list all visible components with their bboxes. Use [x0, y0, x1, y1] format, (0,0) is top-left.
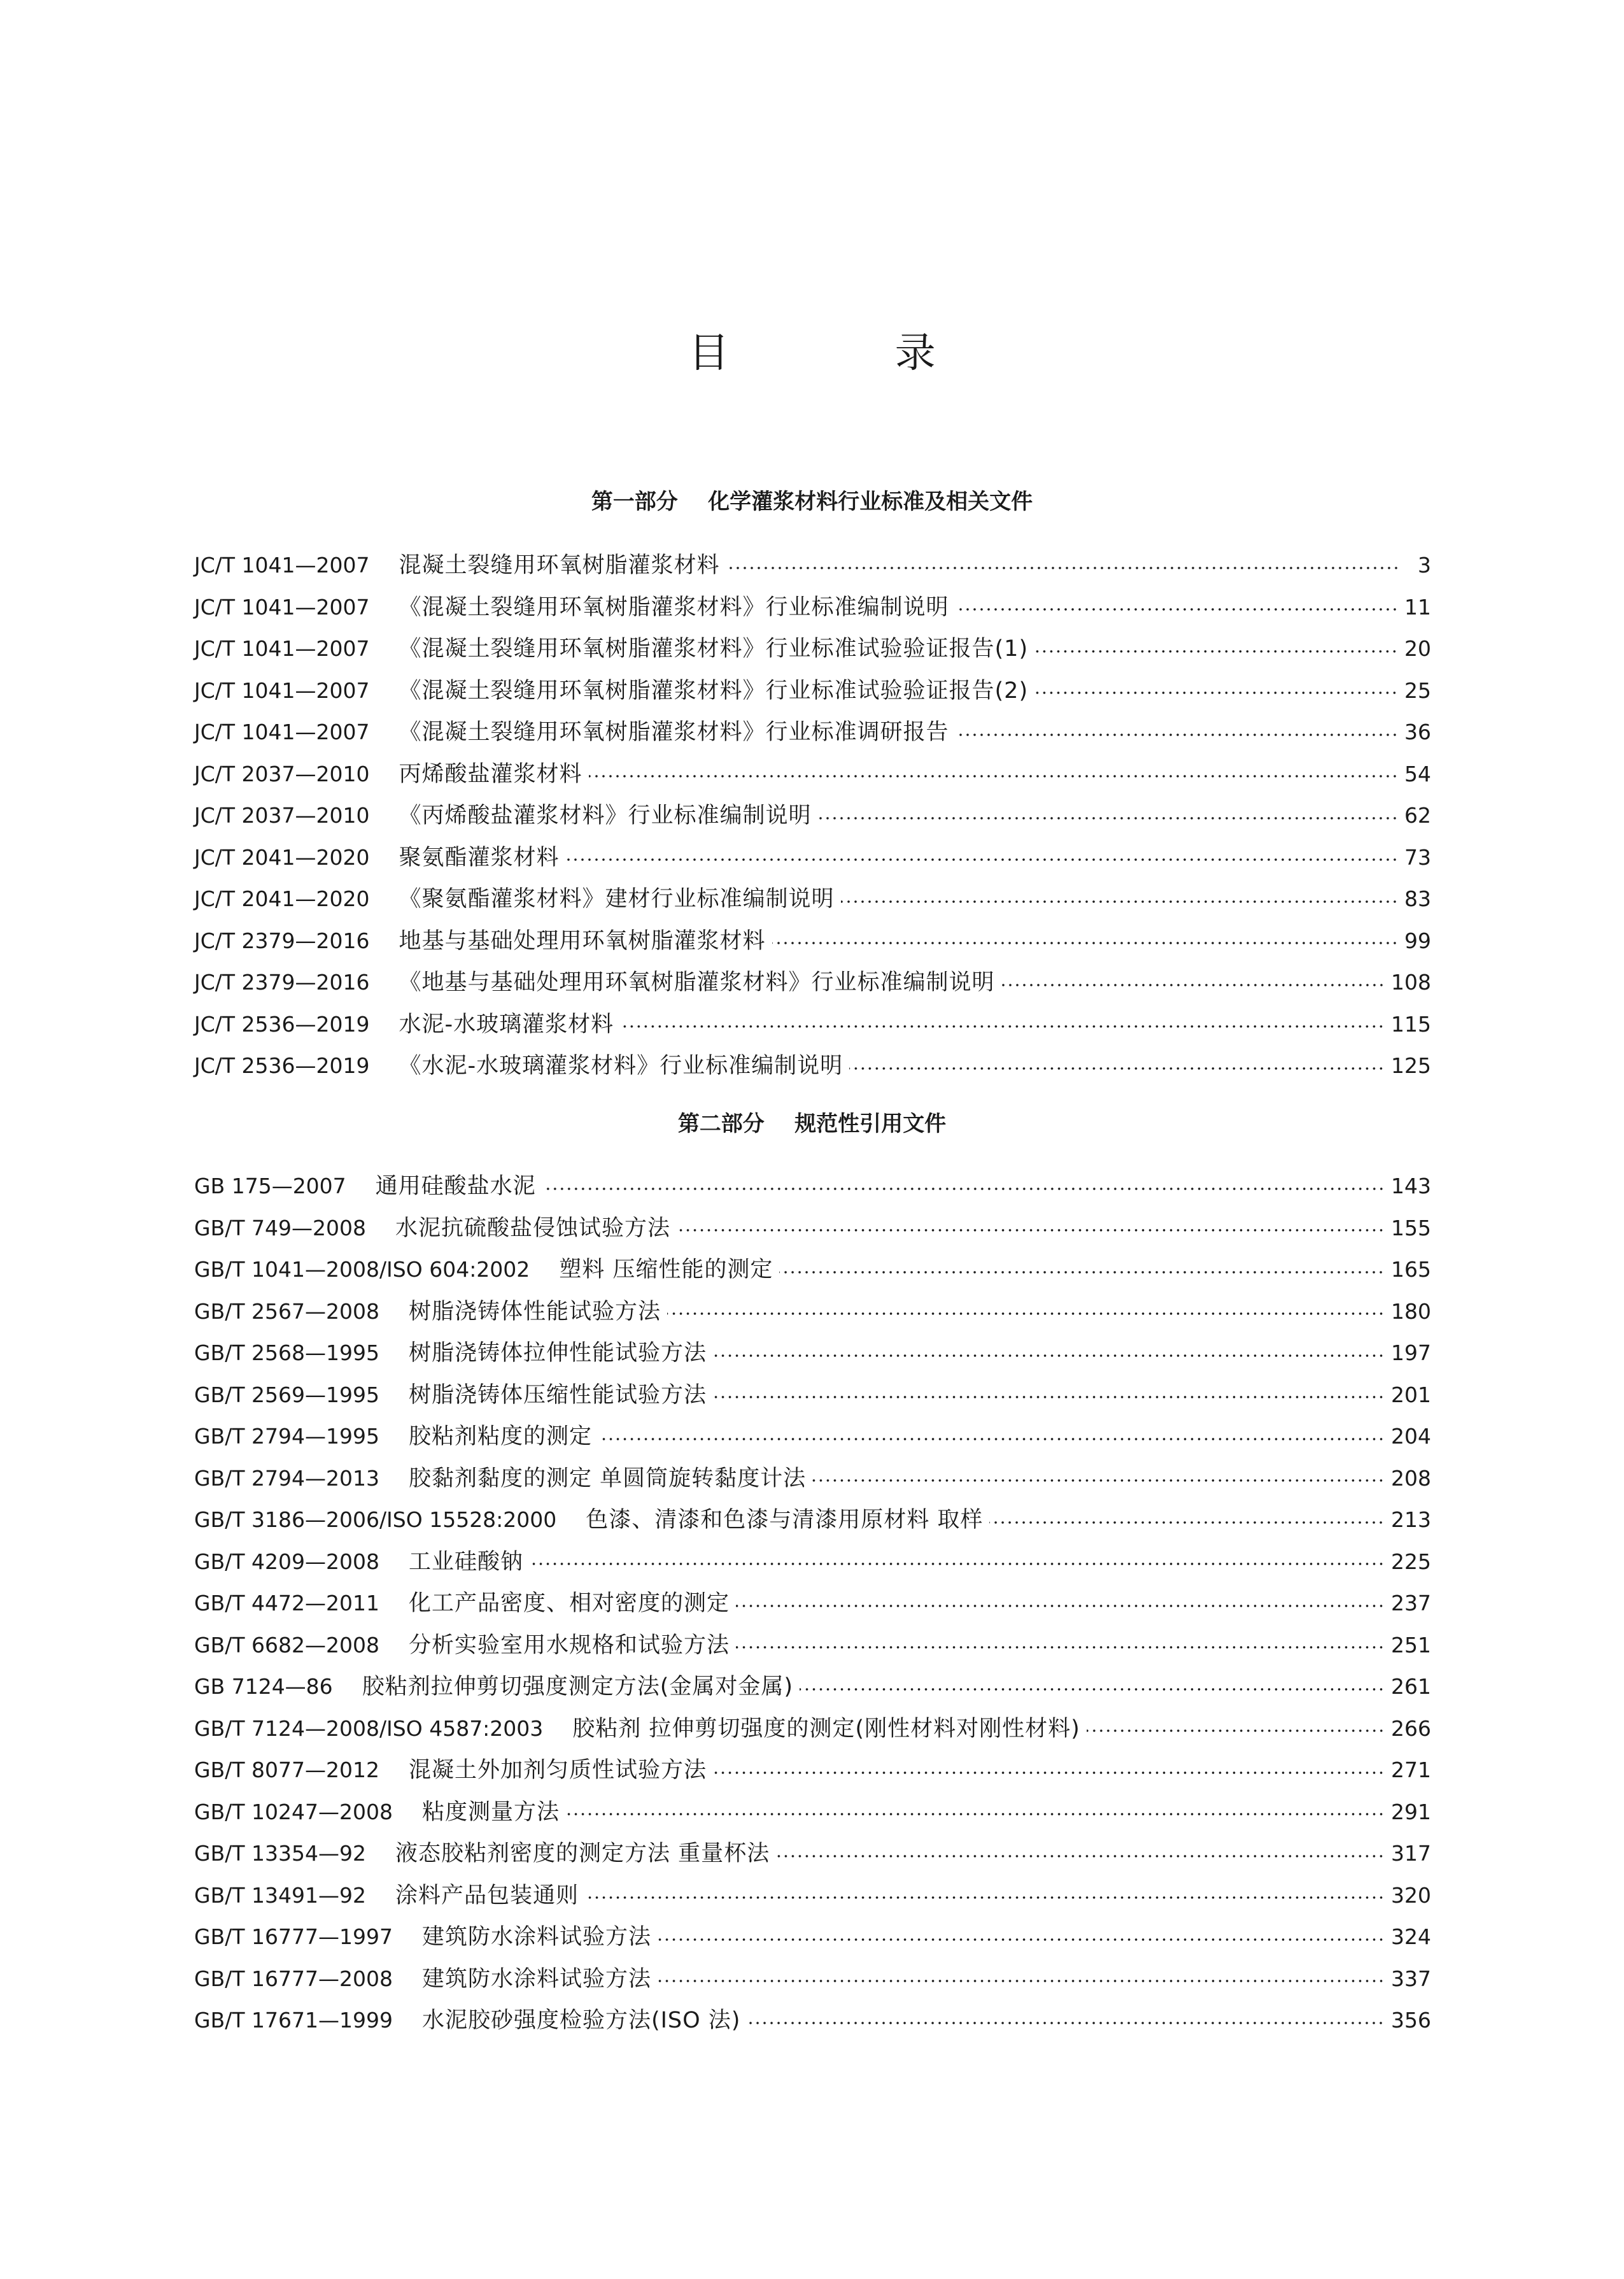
toc-entry[interactable]	[194, 795, 1431, 837]
entry-title: 工业硅酸钠	[408, 1549, 523, 1575]
entry-title: 《地基与基础处理用环氧树脂灌浆材料》行业标准编制说明	[399, 970, 995, 995]
entry-title: 水泥胶砂强度检验方法(ISO 法)	[421, 2008, 741, 2033]
page-number: 36	[1404, 720, 1431, 744]
page-number: 225	[1391, 1549, 1431, 1574]
entry-title: 液态胶粘剂密度的测定方法 重量杯法	[395, 1841, 770, 1866]
dot-leader	[542, 1188, 1385, 1190]
dot-leader	[779, 1271, 1385, 1274]
standard-code: GB 175—2007	[194, 1174, 346, 1198]
page-number: 320	[1391, 1882, 1431, 1908]
dot-leader	[585, 1896, 1385, 1899]
standard-code: JC/T 2536—2019	[194, 1053, 370, 1078]
toc-entry[interactable]	[194, 544, 1431, 586]
toc-entry[interactable]	[194, 1374, 1431, 1416]
page-number: 115	[1391, 1011, 1431, 1037]
entry-title: 混凝土外加剂匀质性试验方法	[408, 1757, 707, 1783]
toc-entry[interactable]	[194, 837, 1431, 879]
standard-code: GB/T 2569—1995	[194, 1382, 379, 1407]
page-number: 324	[1391, 1924, 1431, 1949]
toc-entry[interactable]	[194, 1791, 1431, 1833]
page-number: 180	[1391, 1298, 1431, 1324]
page-number: 204	[1391, 1424, 1431, 1449]
entry-title: 胶粘剂 拉伸剪切强度的测定(刚性材料对刚性材料)	[572, 1715, 1080, 1742]
standard-code: GB/T 749—2008	[194, 1215, 366, 1240]
dot-leader	[713, 1354, 1385, 1357]
toc-entry[interactable]	[194, 1582, 1431, 1624]
toc-entry[interactable]	[194, 1541, 1431, 1583]
standard-code: JC/T 2037—2010	[194, 761, 370, 786]
dot-leader	[1034, 692, 1398, 694]
page-number: 20	[1404, 636, 1431, 661]
page-number: 3	[1418, 553, 1431, 578]
standard-code: JC/T 2037—2010	[194, 803, 370, 828]
standard-code: JC/T 2379—2016	[194, 970, 370, 995]
page-number: 99	[1404, 928, 1431, 953]
dot-leader	[772, 942, 1398, 944]
standard-code: GB 7124—86	[194, 1674, 333, 1699]
dot-leader	[812, 1479, 1385, 1482]
entry-title: 涂料产品包装通则	[395, 1882, 579, 1908]
standard-code: GB/T 6682—2008	[194, 1632, 379, 1658]
toc-entry[interactable]	[194, 1499, 1431, 1541]
dot-leader	[818, 817, 1398, 820]
page-number: 11	[1404, 594, 1431, 620]
standard-code: JC/T 1041—2007	[194, 594, 370, 620]
page-number: 25	[1404, 678, 1431, 703]
entry-title: 地基与基础处理用环氧树脂灌浆材料	[399, 928, 766, 954]
dot-leader	[956, 734, 1398, 736]
dot-leader	[736, 1605, 1385, 1607]
page-number: 108	[1391, 970, 1431, 995]
standard-code: GB/T 3186—2006/ISO 15528:2000	[194, 1507, 557, 1532]
dot-leader	[620, 1025, 1385, 1028]
page-number: 73	[1404, 844, 1431, 870]
dot-leader	[989, 1521, 1385, 1524]
standard-code: GB/T 8077—2012	[194, 1757, 379, 1782]
page-number: 291	[1391, 1799, 1431, 1824]
entry-title: 分析实验室用水规格和试验方法	[408, 1632, 730, 1658]
dot-leader	[726, 567, 1399, 569]
dot-leader	[530, 1563, 1385, 1565]
page-number: 83	[1404, 886, 1431, 911]
page-number: 155	[1391, 1215, 1431, 1240]
entry-title: 水泥-水玻璃灌浆材料	[399, 1011, 614, 1037]
toc-entry[interactable]	[194, 878, 1431, 920]
toc-entry[interactable]	[194, 1207, 1431, 1249]
toc-entry[interactable]	[194, 1999, 1431, 2041]
page-number: 261	[1391, 1674, 1431, 1699]
toc-entry[interactable]	[194, 753, 1431, 795]
dot-leader	[589, 775, 1398, 777]
entry-title: 通用硅酸盐水泥	[375, 1174, 536, 1199]
part2-toc-list	[194, 1165, 1431, 2041]
toc-entry[interactable]	[194, 1004, 1431, 1046]
entry-title: 色漆、清漆和色漆与清漆用原材料 取样	[586, 1507, 984, 1533]
part2-heading: 第二部分 规范性引用文件	[677, 1111, 947, 1137]
page-number: 125	[1391, 1053, 1431, 1078]
page-number: 337	[1391, 1966, 1431, 1991]
toc-entry[interactable]	[194, 1458, 1431, 1500]
toc-entry[interactable]	[194, 586, 1431, 628]
toc-entry[interactable]	[194, 962, 1431, 1004]
part1-toc-list	[194, 544, 1431, 1087]
standard-code: GB/T 10247—2008	[194, 1799, 393, 1824]
page-number: 143	[1391, 1174, 1431, 1198]
page-number: 62	[1404, 803, 1431, 828]
part1-heading: 第一部分 化学灌浆材料行业标准及相关文件	[591, 489, 1033, 515]
entry-title: 树脂浇铸体性能试验方法	[408, 1298, 661, 1324]
standard-code: JC/T 1041—2007	[194, 720, 370, 744]
page-number: 208	[1391, 1465, 1431, 1491]
dot-leader	[1034, 650, 1398, 653]
entry-title: 《混凝土裂缝用环氧树脂灌浆材料》行业标准编制说明	[399, 594, 949, 620]
entry-title: 胶黏剂黏度的测定 单圆筒旋转黏度计法	[408, 1465, 807, 1491]
toc-entry[interactable]	[194, 1958, 1431, 2000]
standard-code: JC/T 2536—2019	[194, 1011, 370, 1037]
toc-entry[interactable]	[194, 711, 1431, 753]
page-title: 目 录	[688, 330, 1012, 377]
page-number: 266	[1391, 1715, 1431, 1741]
toc-entry[interactable]	[194, 1416, 1431, 1458]
toc-entry[interactable]	[194, 628, 1431, 670]
toc-entry[interactable]	[194, 1045, 1431, 1087]
entry-title: 丙烯酸盐灌浆材料	[399, 761, 583, 787]
dot-leader	[566, 1813, 1385, 1815]
standard-code: JC/T 2041—2020	[194, 844, 370, 870]
toc-entry[interactable]	[194, 1833, 1431, 1875]
dot-leader	[566, 858, 1398, 861]
standard-code: GB/T 13354—92	[194, 1841, 366, 1866]
standard-code: JC/T 2379—2016	[194, 928, 370, 953]
dot-leader	[667, 1312, 1385, 1315]
entry-title: 建筑防水涂料试验方法	[421, 1924, 651, 1950]
dot-leader	[747, 2022, 1385, 2024]
dot-leader	[598, 1438, 1385, 1440]
entry-title: 混凝土裂缝用环氧树脂灌浆材料	[399, 553, 720, 578]
standard-code: GB/T 1041—2008/ISO 604:2002	[194, 1257, 530, 1282]
page-number: 237	[1391, 1591, 1431, 1615]
standard-code: JC/T 2041—2020	[194, 886, 370, 911]
entry-title: 《水泥-水玻璃灌浆材料》行业标准编制说明	[399, 1053, 844, 1079]
entry-title: 化工产品密度、相对密度的测定	[408, 1591, 730, 1616]
standard-code: JC/T 1041—2007	[194, 678, 370, 703]
toc-entry[interactable]	[194, 1249, 1431, 1291]
standard-code: GB/T 13491—92	[194, 1882, 366, 1908]
dot-leader	[677, 1229, 1385, 1232]
toc-entry[interactable]	[194, 920, 1431, 962]
dot-leader	[1001, 984, 1385, 986]
standard-code: GB/T 16777—2008	[194, 1966, 393, 1991]
standard-code: GB/T 7124—2008/ISO 4587:2003	[194, 1715, 544, 1741]
entry-title: 《混凝土裂缝用环氧树脂灌浆材料》行业标准试验验证报告(2)	[399, 678, 1029, 704]
toc-entry[interactable]	[194, 1332, 1431, 1374]
entry-title: 树脂浇铸体拉伸性能试验方法	[408, 1340, 707, 1366]
entry-title: 塑料 压缩性能的测定	[559, 1257, 773, 1282]
entry-title: 树脂浇铸体压缩性能试验方法	[408, 1382, 707, 1408]
entry-title: 聚氨酯灌浆材料	[399, 844, 560, 870]
dot-leader	[800, 1688, 1385, 1691]
entry-title: 建筑防水涂料试验方法	[421, 1966, 651, 1992]
page-number: 165	[1391, 1257, 1431, 1282]
dot-leader	[713, 1396, 1385, 1398]
toc-entry[interactable]	[194, 1708, 1431, 1750]
standard-code: GB/T 4472—2011	[194, 1591, 379, 1615]
standard-code: GB/T 2567—2008	[194, 1298, 379, 1324]
entry-title: 粘度测量方法	[421, 1799, 560, 1825]
toc-entry[interactable]	[194, 670, 1431, 712]
entry-title: 《混凝土裂缝用环氧树脂灌浆材料》行业标准调研报告	[399, 720, 949, 745]
page-number: 54	[1404, 761, 1431, 786]
dot-leader	[713, 1771, 1385, 1774]
standard-code: GB/T 2794—2013	[194, 1465, 379, 1491]
toc-entry[interactable]	[194, 1666, 1431, 1708]
standard-code: GB/T 17671—1999	[194, 2008, 393, 2033]
standard-code: GB/T 4209—2008	[194, 1549, 379, 1574]
toc-entry[interactable]	[194, 1875, 1431, 1917]
standard-code: JC/T 1041—2007	[194, 553, 370, 578]
toc-entry[interactable]	[194, 1749, 1431, 1791]
toc-entry[interactable]	[194, 1165, 1431, 1207]
standard-code: GB/T 16777—1997	[194, 1924, 393, 1949]
page-number: 356	[1391, 2008, 1431, 2033]
dot-leader	[736, 1646, 1385, 1649]
dot-leader	[956, 608, 1398, 611]
page-number: 197	[1391, 1340, 1431, 1365]
page-number: 251	[1391, 1632, 1431, 1658]
entry-title: 《丙烯酸盐灌浆材料》行业标准编制说明	[399, 803, 812, 828]
entry-title: 《聚氨酯灌浆材料》建材行业标准编制说明	[399, 886, 835, 912]
standard-code: GB/T 2794—1995	[194, 1424, 379, 1449]
dot-leader	[776, 1855, 1385, 1857]
toc-entry[interactable]	[194, 1624, 1431, 1666]
page-number: 271	[1391, 1757, 1431, 1782]
entry-title: 《混凝土裂缝用环氧树脂灌浆材料》行业标准试验验证报告(1)	[399, 636, 1029, 662]
page-number: 213	[1391, 1507, 1431, 1532]
dot-leader	[849, 1067, 1385, 1070]
toc-entry[interactable]	[194, 1291, 1431, 1333]
page-number: 317	[1391, 1841, 1431, 1866]
entry-title: 胶粘剂粘度的测定	[408, 1424, 592, 1449]
entry-title: 水泥抗硫酸盐侵蚀试验方法	[395, 1215, 670, 1241]
dot-leader	[841, 900, 1398, 903]
entry-title: 胶粘剂拉伸剪切强度测定方法(金属对金属)	[362, 1674, 793, 1700]
standard-code: GB/T 2568—1995	[194, 1340, 379, 1365]
standard-code: JC/T 1041—2007	[194, 636, 370, 661]
dot-leader	[658, 1980, 1385, 1982]
toc-entry[interactable]	[194, 1916, 1431, 1958]
dot-leader	[658, 1938, 1385, 1941]
page-number: 201	[1391, 1382, 1431, 1407]
dot-leader	[1087, 1729, 1385, 1732]
